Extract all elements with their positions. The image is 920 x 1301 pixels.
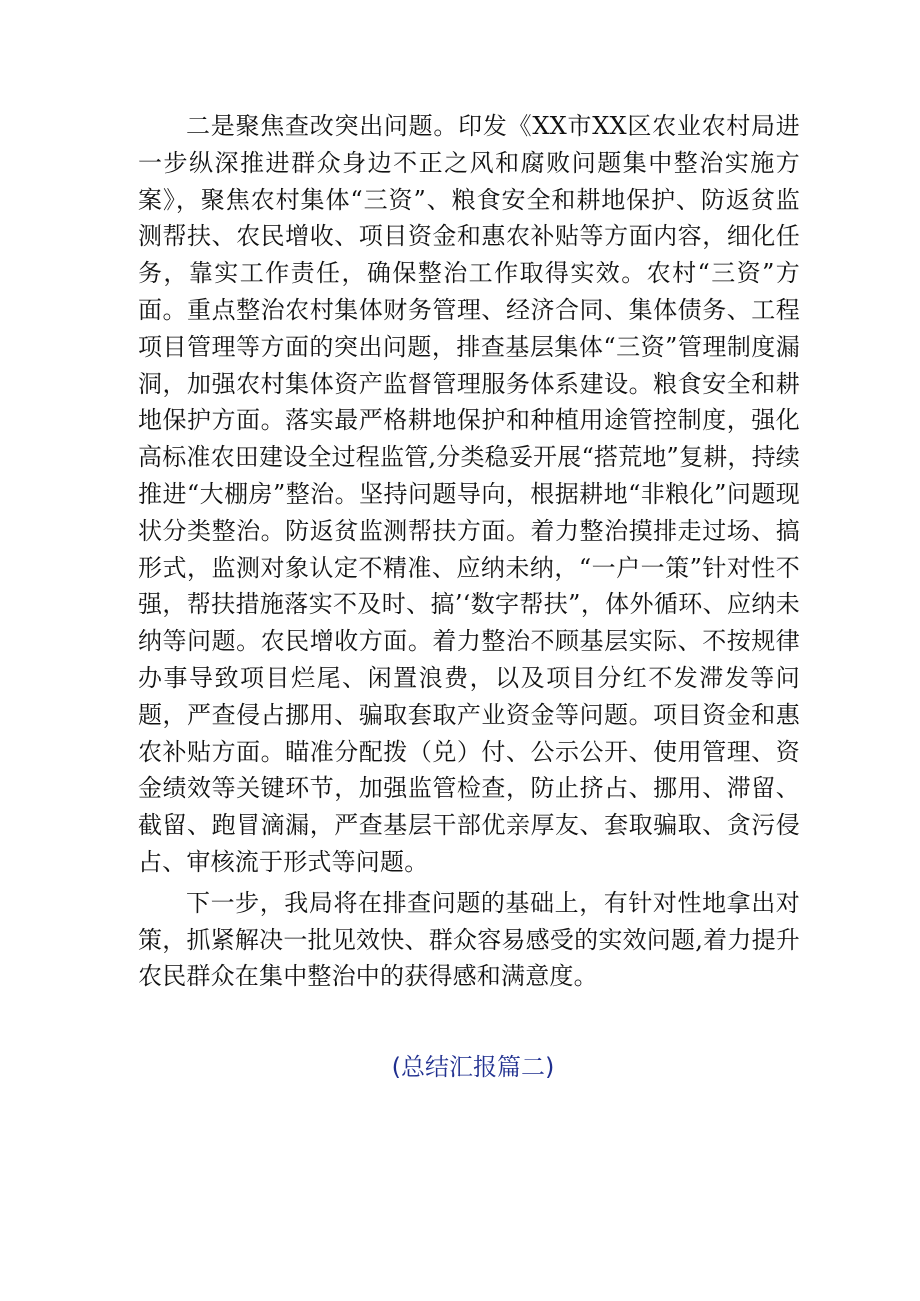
body-paragraph-1: 二是聚焦查改突出问题。印发《XX市XX区农业农村局进一步纵深推进群众身边不正之风和腐败问题集中整治实施方案》，聚焦农村集体“三资”、粮食安全和耕地保护、防返贫监测帮扶、农民增收、项目资金和惠农补贴等方面内容，细化任务，靠实工作责任，确保整治工作取得实效。农村“三资”方面。重点整治农村集体财务管理、经济合同、集体债务、工程项目管理等方面的突出问题，排查基层集体“三资”管理制度漏洞，加强农村集体资产监督管理服务体系建设。粮食安全和耕地保护方面。落实最严格耕地保护和种植用途管控制度，强化高标准农田建设全过程监管,分类稳妥开展“搭荒地”复耕，持续推进“大棚房”整治。坚持问题导向，根据耕地“非粮化”问题现状分类整治。防返贫监测帮扶方面。着力整治摸排走过场、搞形式，监测对象认定不精准、应纳未纳，“一户一策”针对性不强，帮扶措施落实不及时、搞’‘数字帮扶”，体外循环、应纳未纳等问题。农民增收方面。着力整治不顾基层实际、不按规律办事导致项目烂尾、闲置浪费，以及项目分红不发滞发等问题，严查侵占挪用、骗取套取产业资金等问题。项目资金和惠农补贴方面。瞄准分配拨（兑）付、公示公开、使用管理、资金绩效等关键环节，加强监管检查，防止挤占、挪用、滞留、截留、跑冒滴漏，严查基层干部优亲厚友、套取骗取、贪污侵占、审核流于形式等问题。 <box>138 112 800 876</box>
section-heading: (总结汇报篇二) <box>391 1053 555 1082</box>
body-paragraph-2: 下一步，我局将在排查问题的基础上，有针对性地拿出对策，抓紧解决一批见效快、群众容易感受的实效问题,着力提升农民群众在集中整治中的获得感和满意度。 <box>138 888 800 991</box>
